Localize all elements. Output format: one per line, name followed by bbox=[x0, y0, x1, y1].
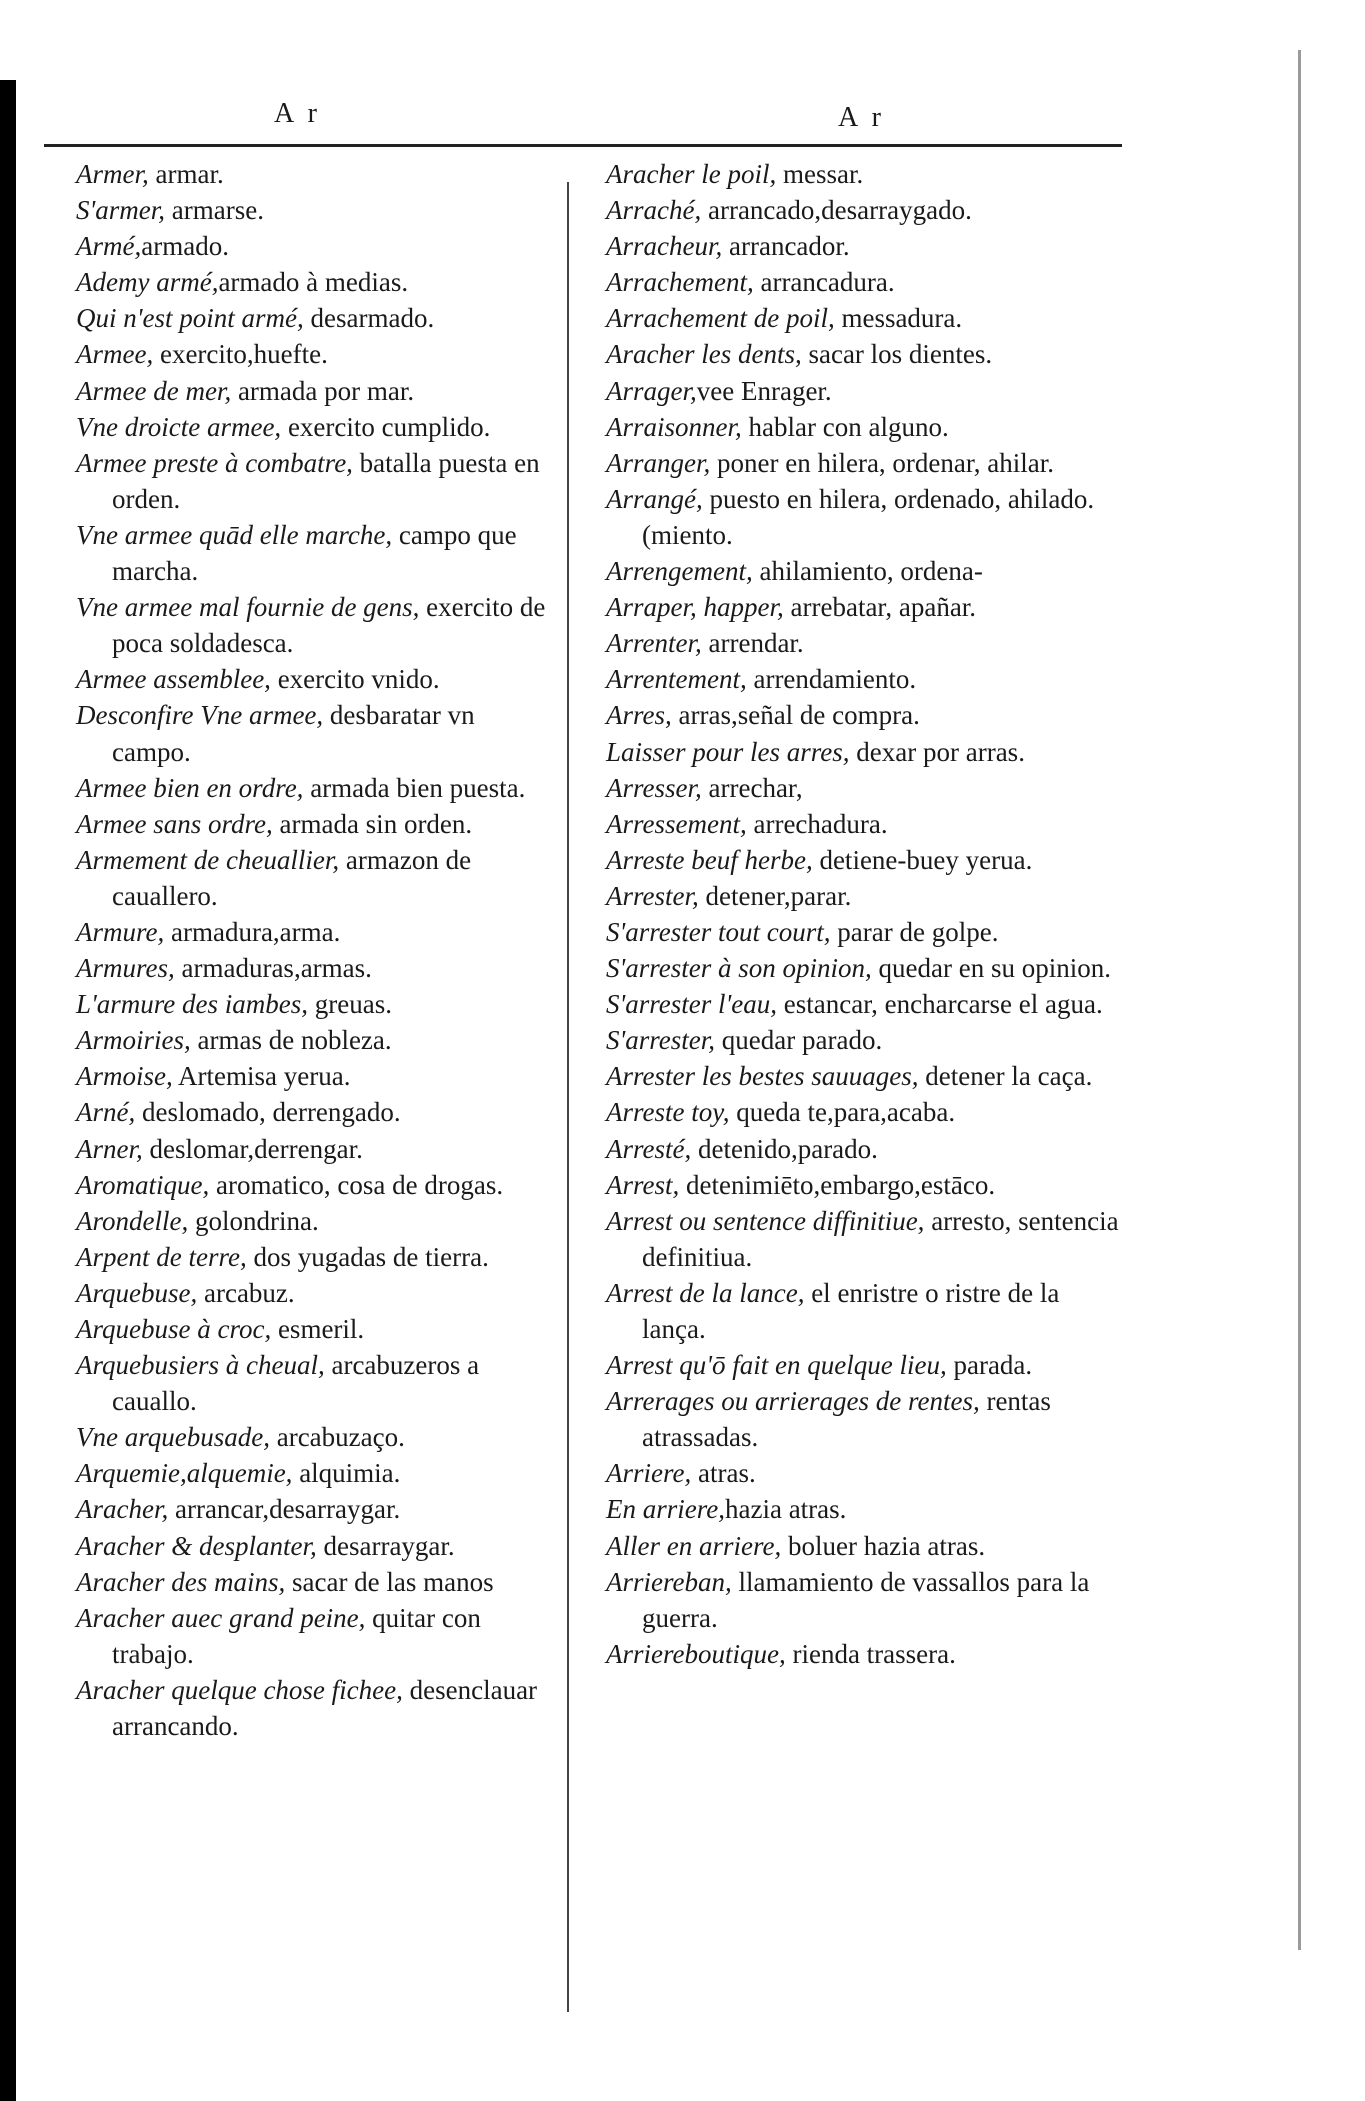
entry-translation: llamamiento de vassallos para la guerra. bbox=[642, 1566, 1090, 1633]
entry-headword: Laisser pour les arres, bbox=[606, 736, 850, 767]
entry-translation: detener la caça. bbox=[918, 1061, 1093, 1092]
entry-translation: dos yugadas de tierra. bbox=[246, 1241, 489, 1272]
entry-translation: arras,señal de compra. bbox=[671, 700, 920, 731]
dictionary-entry bbox=[606, 1383, 1126, 1455]
entry-headword: Arrachement de poil, bbox=[606, 303, 835, 334]
dictionary-entry bbox=[606, 228, 1126, 264]
entry-translation: Artemisa yerua. bbox=[172, 1061, 351, 1092]
entry-translation: golondrina. bbox=[188, 1205, 319, 1236]
entry-translation: armado. bbox=[141, 231, 229, 262]
entry-translation: sacar de las manos bbox=[285, 1566, 494, 1597]
entry-headword: Armee preste à combatre, bbox=[76, 447, 353, 478]
entry-headword: Armee assemblee, bbox=[76, 664, 271, 695]
entry-headword: Armure, bbox=[76, 916, 165, 947]
entry-translation: messadura. bbox=[834, 303, 963, 334]
entry-headword: Arné, bbox=[76, 1097, 136, 1128]
dictionary-entry bbox=[606, 409, 1126, 445]
dictionary-entry bbox=[606, 1491, 1126, 1527]
entry-translation: arrancado,desarraygado. bbox=[701, 195, 972, 226]
dictionary-entry bbox=[76, 842, 556, 914]
entry-headword: Arrest, bbox=[606, 1169, 680, 1200]
entry-translation: desarraygar. bbox=[316, 1530, 455, 1561]
dictionary-entry bbox=[606, 1131, 1126, 1167]
entry-translation: queda te,para,acaba. bbox=[729, 1097, 956, 1128]
entry-translation: arrendamiento. bbox=[746, 664, 917, 695]
entry-headword: Arraper, happer, bbox=[606, 592, 784, 623]
entry-translation: desenclauar arrancando. bbox=[112, 1674, 538, 1742]
dictionary-entry bbox=[606, 1167, 1126, 1203]
entry-translation: rienda trassera. bbox=[785, 1638, 956, 1669]
entry-headword: Aromatique, bbox=[76, 1169, 210, 1200]
entry-headword: Armee, bbox=[76, 339, 154, 370]
entry-headword: Arraché, bbox=[606, 195, 702, 226]
dictionary-entry bbox=[76, 661, 556, 697]
dictionary-entry bbox=[606, 553, 1126, 589]
entry-headword: Desconfire Vne armee, bbox=[76, 700, 324, 731]
dictionary-entry bbox=[606, 914, 1126, 950]
entry-translation: armada sin orden. bbox=[272, 808, 473, 839]
entry-translation: quedar en su opinion. bbox=[871, 953, 1111, 984]
dictionary-entry bbox=[76, 1311, 556, 1347]
entry-headword: Arressement, bbox=[606, 808, 747, 839]
entry-translation: esmeril. bbox=[271, 1314, 365, 1344]
dictionary-entry bbox=[606, 1636, 1126, 1672]
entry-headword: Aracher, bbox=[76, 1494, 169, 1525]
entry-translation: desarmado. bbox=[303, 303, 435, 334]
dictionary-entry bbox=[76, 517, 556, 589]
left-column bbox=[76, 156, 556, 1744]
entry-headword: Armer, bbox=[76, 159, 149, 189]
dictionary-entry bbox=[76, 1275, 556, 1311]
dictionary-entry bbox=[76, 1491, 556, 1527]
entry-translation: armado à medias. bbox=[218, 267, 409, 298]
entry-headword: Armoise, bbox=[76, 1061, 173, 1092]
dictionary-entry bbox=[76, 1022, 556, 1058]
entry-translation: poner en hilera, ordenar, ahilar. bbox=[710, 447, 1055, 478]
dictionary-entry bbox=[606, 336, 1126, 372]
entry-headword: Aracher & desplanter, bbox=[76, 1530, 317, 1561]
entry-headword: Arrerages ou arrierages de rentes, bbox=[606, 1386, 980, 1417]
entry-headword: Armoiries, bbox=[76, 1025, 191, 1056]
dictionary-page bbox=[40, 96, 1130, 2016]
entry-translation: detener,parar. bbox=[698, 880, 852, 911]
dictionary-entry bbox=[76, 409, 556, 445]
dictionary-entry bbox=[76, 445, 556, 517]
entry-headword: Arreste toy, bbox=[606, 1097, 730, 1128]
dictionary-entry bbox=[606, 806, 1126, 842]
entry-translation: deslomado, derrengado. bbox=[135, 1097, 401, 1128]
entry-translation: messar. bbox=[776, 159, 864, 189]
entry-translation: arrancadura. bbox=[753, 267, 895, 298]
entry-headword: Vne arquebusade, bbox=[76, 1422, 270, 1453]
entry-headword: Arriere, bbox=[606, 1458, 692, 1489]
dictionary-entry bbox=[606, 589, 1126, 625]
dictionary-entry bbox=[606, 842, 1126, 878]
entry-headword: Armé, bbox=[76, 231, 142, 262]
dictionary-entry bbox=[606, 264, 1126, 300]
entry-headword: Arrester les bestes sauuages, bbox=[606, 1061, 919, 1092]
dictionary-entry bbox=[606, 481, 1126, 553]
dictionary-entry bbox=[76, 336, 556, 372]
entry-translation: armar. bbox=[148, 159, 224, 189]
entry-headword: Arres, bbox=[606, 700, 672, 731]
entry-translation: ahilamiento, ordena- bbox=[752, 556, 983, 587]
dictionary-entry bbox=[76, 1528, 556, 1564]
entry-headword: Arrenter, bbox=[606, 628, 702, 659]
entry-translation: arrechadura. bbox=[746, 808, 888, 839]
dictionary-entry bbox=[76, 264, 556, 300]
entry-headword: Armement de cheuallier, bbox=[76, 844, 340, 875]
entry-translation: exercito cumplido. bbox=[281, 411, 491, 442]
right-column bbox=[606, 156, 1126, 1672]
entry-translation: arrancador. bbox=[722, 231, 850, 262]
entry-translation: arrancar,desarraygar. bbox=[168, 1494, 401, 1525]
entry-headword: Arrachement, bbox=[606, 267, 754, 298]
dictionary-entry bbox=[76, 300, 556, 336]
entry-headword: Arrest ou sentence diffinitiue, bbox=[606, 1205, 925, 1236]
dictionary-entry bbox=[606, 1203, 1126, 1275]
entry-translation: deslomar,derrengar. bbox=[142, 1133, 363, 1164]
entry-translation: puesto en hilera, ordenado, ahilado. (miento. bbox=[642, 483, 1095, 550]
entry-headword: Qui n'est point armé, bbox=[76, 303, 304, 334]
entry-headword: Armee de mer, bbox=[76, 375, 232, 406]
dictionary-entry bbox=[606, 1022, 1126, 1058]
entry-translation: campo que marcha. bbox=[112, 519, 517, 587]
dictionary-entry bbox=[606, 625, 1126, 661]
dictionary-entry bbox=[606, 950, 1126, 986]
entry-translation: desbaratar vn campo. bbox=[112, 700, 475, 767]
dictionary-entry bbox=[606, 878, 1126, 914]
dictionary-entry bbox=[606, 1528, 1126, 1564]
entry-translation: detenimiēto,embargo,estāco. bbox=[679, 1169, 996, 1200]
entry-headword: Arraisonner, bbox=[606, 411, 742, 442]
entry-headword: S'armer, bbox=[76, 195, 166, 226]
scan-right-edge bbox=[1298, 50, 1301, 1950]
dictionary-entry bbox=[606, 1094, 1126, 1130]
dictionary-entry bbox=[606, 192, 1126, 228]
dictionary-entry bbox=[606, 300, 1126, 336]
dictionary-entry bbox=[606, 1275, 1126, 1347]
dictionary-entry bbox=[606, 373, 1126, 409]
entry-headword: Arquemie,alquemie, bbox=[76, 1458, 293, 1489]
entry-translation: armas de nobleza. bbox=[190, 1025, 392, 1056]
entry-headword: Arquebusiers à cheual, bbox=[76, 1350, 325, 1381]
entry-translation: estancar, encharcarse el agua. bbox=[777, 989, 1103, 1020]
dictionary-entry bbox=[76, 1419, 556, 1455]
entry-translation: batalla puesta en orden. bbox=[112, 447, 540, 514]
dictionary-entry bbox=[606, 445, 1126, 481]
entry-headword: Arresser, bbox=[606, 772, 702, 803]
dictionary-entry bbox=[76, 156, 556, 192]
entry-headword: Aracher des mains, bbox=[76, 1566, 286, 1597]
entry-headword: Vne droicte armee, bbox=[76, 411, 282, 442]
entry-translation: arcabuzaço. bbox=[269, 1422, 405, 1453]
entry-headword: Arner, bbox=[76, 1133, 143, 1164]
dictionary-entry bbox=[76, 806, 556, 842]
entry-headword: L'armure des iambes, bbox=[76, 989, 309, 1020]
dictionary-entry bbox=[76, 1239, 556, 1275]
dictionary-entry bbox=[76, 373, 556, 409]
entry-translation: quitar con trabajo. bbox=[112, 1602, 481, 1669]
entry-translation: el enristre o ristre de la lança. bbox=[642, 1277, 1060, 1344]
dictionary-entry bbox=[76, 1455, 556, 1491]
entry-translation: exercito de poca soldadesca. bbox=[112, 592, 546, 659]
dictionary-entry bbox=[76, 589, 556, 661]
entry-translation: parada. bbox=[946, 1350, 1033, 1381]
entry-headword: Arrager, bbox=[606, 375, 697, 406]
entry-headword: Arrentement, bbox=[606, 664, 747, 695]
entry-translation: arresto, sentencia definitiua. bbox=[642, 1205, 1119, 1272]
entry-headword: Arracheur, bbox=[606, 231, 723, 262]
dictionary-entry bbox=[606, 734, 1126, 770]
entry-translation: parar de golpe. bbox=[830, 916, 999, 947]
entry-translation: armarse. bbox=[165, 195, 264, 226]
entry-headword: Arriereban, bbox=[606, 1566, 732, 1597]
entry-translation: greuas. bbox=[308, 989, 392, 1020]
entry-headword: S'arrester l'eau, bbox=[606, 989, 778, 1020]
dictionary-entry bbox=[76, 986, 556, 1022]
entry-translation: dexar por arras. bbox=[849, 736, 1025, 767]
dictionary-entry bbox=[76, 1347, 556, 1419]
dictionary-entry bbox=[606, 1058, 1126, 1094]
entry-translation: armada por mar. bbox=[231, 375, 415, 406]
entry-translation: arcabuz. bbox=[197, 1277, 295, 1308]
dictionary-entry bbox=[76, 770, 556, 806]
entry-translation: exercito vnido. bbox=[270, 664, 440, 695]
dictionary-entry bbox=[76, 914, 556, 950]
entry-translation: detenido,parado. bbox=[691, 1133, 878, 1164]
entry-headword: Arrengement, bbox=[606, 556, 753, 587]
entry-headword: Arranger, bbox=[606, 447, 711, 478]
entry-headword: Vne armee quād elle marche, bbox=[76, 519, 393, 550]
dictionary-entry bbox=[76, 1600, 556, 1672]
entry-headword: Arpent de terre, bbox=[76, 1241, 247, 1272]
entry-headword: Arrester, bbox=[606, 880, 699, 911]
entry-headword: Ademy armé, bbox=[76, 267, 219, 298]
entry-translation: vee Enrager. bbox=[696, 375, 832, 406]
column-divider bbox=[567, 182, 569, 2012]
entry-translation: armada bien puesta. bbox=[303, 772, 526, 803]
dictionary-entry bbox=[606, 697, 1126, 733]
dictionary-entry bbox=[606, 1455, 1126, 1491]
entry-translation: boluer hazia atras. bbox=[781, 1530, 986, 1561]
entry-headword: Aracher les dents, bbox=[606, 339, 802, 370]
dictionary-entry bbox=[76, 1058, 556, 1094]
dictionary-entry bbox=[76, 1167, 556, 1203]
dictionary-entry bbox=[76, 1564, 556, 1600]
entry-headword: Aracher le poil, bbox=[606, 159, 777, 189]
entry-headword: Vne armee mal fournie de gens, bbox=[76, 592, 420, 623]
entry-translation: hablar con alguno. bbox=[741, 411, 949, 442]
entry-headword: S'arrester à son opinion, bbox=[606, 953, 872, 984]
entry-translation: rentas atrassadas. bbox=[642, 1386, 1051, 1453]
entry-headword: Arriereboutique, bbox=[606, 1638, 786, 1669]
entry-translation: hazia atras. bbox=[724, 1494, 847, 1525]
entry-headword: Armures, bbox=[76, 953, 175, 984]
entry-translation: arcabuzeros a cauallo. bbox=[112, 1350, 480, 1417]
entry-headword: Armee bien en ordre, bbox=[76, 772, 304, 803]
dictionary-entry bbox=[76, 192, 556, 228]
entry-headword: Arrangé, bbox=[606, 483, 703, 514]
entry-translation: armazon de cauallero. bbox=[112, 844, 472, 911]
entry-translation: atras. bbox=[691, 1458, 756, 1489]
entry-translation: arrendar. bbox=[701, 628, 804, 659]
dictionary-entry bbox=[606, 661, 1126, 697]
dictionary-entry bbox=[606, 156, 1126, 192]
entry-headword: Armee sans ordre, bbox=[76, 808, 273, 839]
entry-translation: sacar los dientes. bbox=[801, 339, 993, 370]
entry-headword: Aller en arriere, bbox=[606, 1530, 782, 1561]
header-rule bbox=[44, 144, 1122, 147]
entry-translation: aromatico, cosa de drogas. bbox=[209, 1169, 504, 1200]
entry-translation: exercito,huefte. bbox=[153, 339, 328, 370]
entry-headword: Aracher quelque chose fichee, bbox=[76, 1674, 403, 1705]
dictionary-entry bbox=[76, 950, 556, 986]
entry-headword: Arreste beuf herbe, bbox=[606, 844, 813, 875]
entry-translation: armaduras,armas. bbox=[174, 953, 372, 984]
dictionary-entry bbox=[76, 228, 556, 264]
entry-translation: detiene-buey yerua. bbox=[812, 844, 1033, 875]
scan-left-edge bbox=[0, 80, 16, 2101]
dictionary-entry bbox=[606, 1347, 1126, 1383]
dictionary-entry bbox=[76, 1094, 556, 1130]
dictionary-entry bbox=[606, 1564, 1126, 1636]
entry-headword: Arquebuse, bbox=[76, 1277, 198, 1308]
dictionary-entry bbox=[76, 1672, 556, 1744]
dictionary-entry bbox=[606, 770, 1126, 806]
entry-headword: Arresté, bbox=[606, 1133, 692, 1164]
entry-headword: S'arrester, bbox=[606, 1025, 716, 1056]
running-header bbox=[40, 96, 1130, 136]
dictionary-entry bbox=[76, 697, 556, 769]
entry-headword: S'arrester tout court, bbox=[606, 916, 831, 947]
header-right: A r bbox=[838, 102, 885, 133]
dictionary-entry bbox=[76, 1131, 556, 1167]
entry-translation: alquimia. bbox=[292, 1458, 401, 1489]
entry-translation: arrebatar, apañar. bbox=[783, 592, 977, 623]
entry-translation: arrechar, bbox=[701, 772, 803, 803]
entry-headword: Arondelle, bbox=[76, 1205, 189, 1236]
entry-headword: En arriere, bbox=[606, 1494, 725, 1525]
entry-translation: armadura,arma. bbox=[164, 916, 341, 947]
header-left: A r bbox=[274, 98, 321, 129]
entry-headword: Arrest qu'ō fait en quelque lieu, bbox=[606, 1350, 947, 1381]
entry-headword: Arquebuse à croc, bbox=[76, 1314, 272, 1344]
entry-headword: Aracher auec grand peine, bbox=[76, 1602, 366, 1633]
entry-translation: quedar parado. bbox=[715, 1025, 883, 1056]
dictionary-entry bbox=[606, 986, 1126, 1022]
entry-headword: Arrest de la lance, bbox=[606, 1277, 805, 1308]
dictionary-entry bbox=[76, 1203, 556, 1239]
